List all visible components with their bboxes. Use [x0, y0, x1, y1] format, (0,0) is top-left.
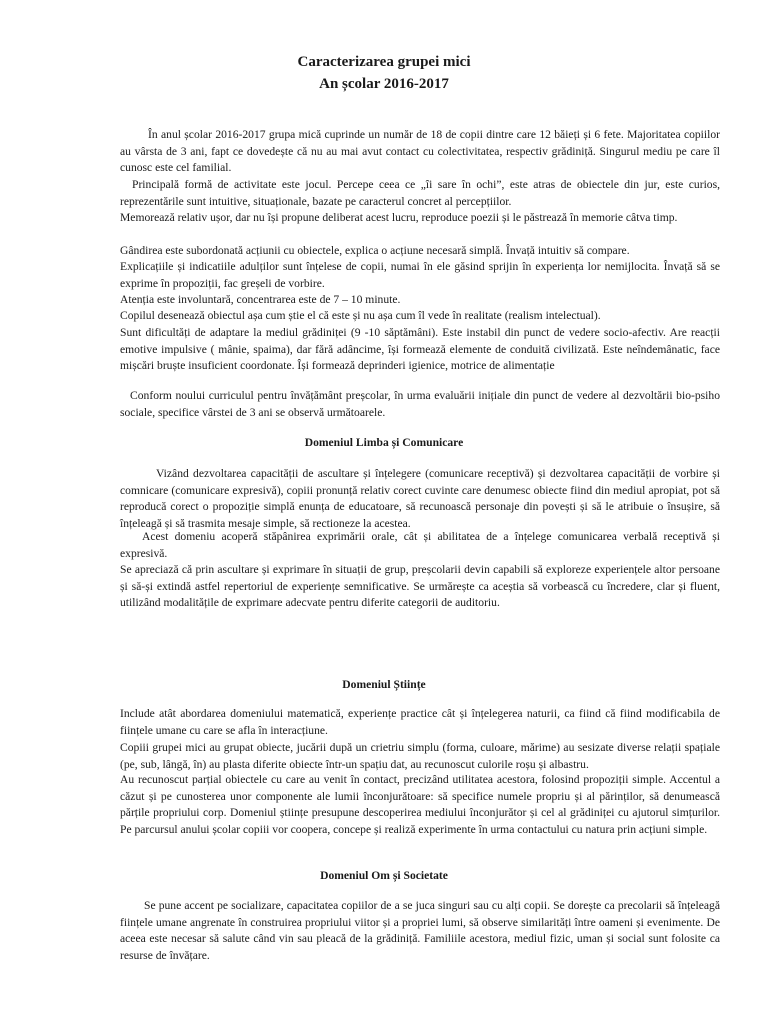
intro-paragraph: Copilul desenează obiectul așa cum știe el că este și nu așa cum îl vede în realitate (realism intelectual).: [120, 309, 601, 322]
document-subtitle: An școlar 2016-2017: [319, 76, 449, 92]
section-heading: Domeniul Științe: [342, 678, 426, 691]
intro-paragraph: Explicațiile și indicatiile adulților sunt înțelese de copii, numai în ele găsind sprijin în experiența lor nemijlocita. Învață să se exprime în propoziții, fac greșeli de vorbire.: [120, 260, 720, 290]
intro-paragraph: Atenția este involuntară, concentrarea este de 7 – 10 minute.: [120, 293, 401, 306]
section-paragraph: Se apreciază că prin ascultare și exprimare în situații de grup, preșcolarii devin capabili să exploreze experiențele altor persoane și să-și extindă astfel repertoriul de experiențe semnificative. Se urmărește ca aceștia să vorbească cu încredere, clar și fluent, utilizând modalitățile de exprimare adecvate pentru diferite categorii de auditoriu.: [120, 563, 720, 610]
section-paragraph: Se pune accent pe socializare, capacitatea copiilor de a se juca singuri sau cu alți copii. Se dorește ca precolarii să înțeleagă ființele umane angrenate în construirea propriului viitor și a propriei lumi, să observe similarități între oameni și evenimente. De aceea este necesar să salute când vin sau pleacă de la grădiniță. Familiile acestora, mediul fizic, uman și social sunt folosite ca resurse de învățare.: [120, 899, 720, 962]
intro-paragraph: Sunt dificultăți de adaptare la mediul grădiniței (9 -10 săptămâni). Este instabil din punct de vedere socio-afectiv. Are reacții emotive impulsive ( mânie, spaima), dar fără adâncime, își formează elemente de conduită civilizată. Este neîndemânatic, face mișcări bruște insuficient coordonate. Își formează deprinderi igienice, motrice de alimentație: [120, 326, 720, 373]
section-paragraph: Vizând dezvoltarea capacității de ascultare și înțelegere (comunicare receptivă) și dezvoltarea capacității de vorbire și comnicare (comunicare expresivă), copiii pronunță relativ corect cuvinte care denumesc obiecte fiind din mediul apropiat, pot să reproducă corect o propoziție simplă enunța de educatoare, să recunoască personaje din povești și să le atribuie o însușire, să înțeleagă și să trasmita mesaje simple, să rectioneze la acestea.: [120, 467, 720, 530]
section-heading: Domeniul Om și Societate: [320, 869, 448, 882]
section-paragraph: Include atât abordarea domeniului matematică, experiențe practice cât și înțelegerea naturii, ca fiind că fiind modificabila de ființele umane cu care se afla în interacțiune.: [120, 707, 720, 737]
intro-paragraph: Principală formă de activitate este jocul. Percepe ceea ce „îi sare în ochi”, este atras de obiectele din jur, este curios, reprezentările sunt intuitive, situaționale, bazate pe caracterul concret al percepțiilor.: [120, 178, 720, 208]
section-paragraph: Acest domeniu acoperă stăpânirea exprimării orale, cât și abilitatea de a înțelege comunicarea verbală receptivă și expresivă.: [120, 530, 720, 560]
intro-paragraph: În anul școlar 2016-2017 grupa mică cuprinde un număr de 18 de copii dintre care 12 băieți și 6 fete. Majoritatea copiilor au vârsta de 3 ani, fapt ce dovedește că nu au mai avut contact cu colectivitatea, respectiv grădiniță. Singurul mediu pe care îl cunosc este cel familial.: [120, 128, 720, 175]
section-paragraph: Copiii grupei mici au grupat obiecte, jucării după un crietriu simplu (forma, culoare, mărime) au sesizate diverse relații spațiale (pe, sub, lângă, în) au plasta diferite obiecte într-un spațiu dat, au recunoscut culorile roșu și albastru.: [120, 741, 720, 771]
document-title: Caracterizarea grupei mici: [297, 54, 471, 70]
intro-paragraph: Conform noului curriculul pentru învățământ preșcolar, în urma evaluării inițiale din punct de vedere al dezvoltării bio-psiho sociale, specifice vârstei de 3 ani se observă următoarele.: [120, 389, 720, 419]
intro-paragraph: Memorează relativ ușor, dar nu își propune deliberat acest lucru, reproduce poezii și le păstrează în memorie câtva timp.: [120, 211, 678, 224]
intro-paragraph: Gândirea este subordonată acțiunii cu obiectele, explica o acțiune necesară simplă. Învață intuitiv să compare.: [120, 244, 630, 257]
section-paragraph: Au recunoscut parțial obiectele cu care au venit în contact, precizând utilitatea acestora, folosind propoziții simple. Accentul a căzut și pe cunosterea unor componente ale lumii înconjurătoare: să specifice numele propriu și al părinților, să denumească părțile propriului corp. Domeniul științe presupune descoperirea mediului înconjurător și cel al grădiniței cu ajutorul simțurilor. Pe parcursul anului școlar copiii vor coopera, concepe și realiză experimente în urma contactului cu natura prin acțiuni simple.: [120, 773, 720, 836]
section-heading: Domeniul Limba și Comunicare: [304, 436, 464, 449]
